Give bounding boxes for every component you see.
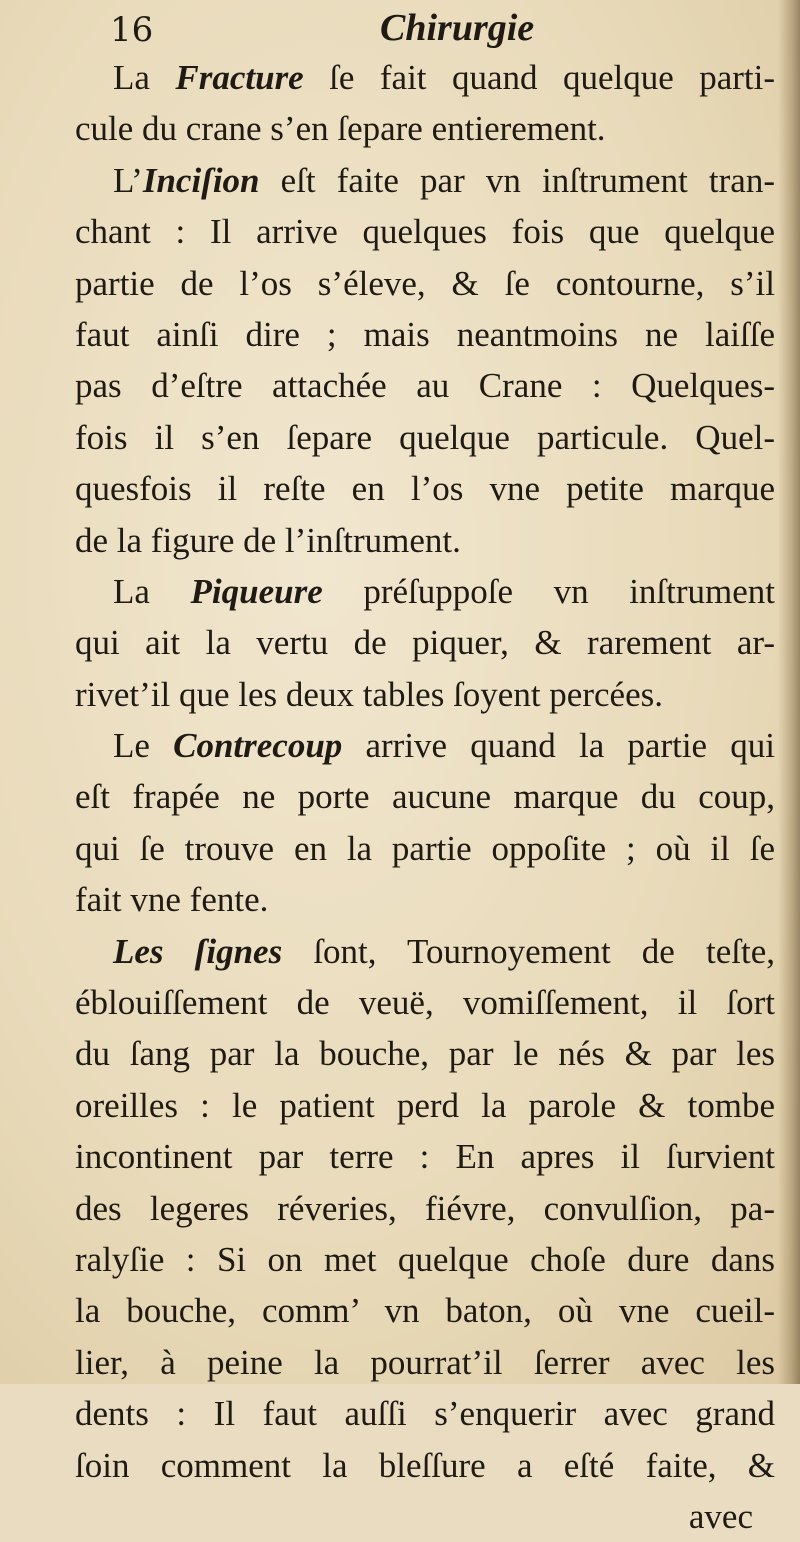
- text-run: cule du crane s’en ſepare entierement.: [75, 109, 606, 149]
- text-line: [75, 566, 775, 617]
- catchword-line: [75, 1491, 775, 1542]
- text-line: [75, 771, 775, 822]
- text-run: ſont, Tournoyement de teſte,: [282, 931, 775, 971]
- text-line: [75, 1080, 775, 1131]
- body-text: [75, 52, 775, 1542]
- text-run: du ſang par la bouche, par le nés & par les: [75, 1034, 775, 1074]
- text-run: quesfois il reſte en l’os vne petite marque: [75, 469, 775, 509]
- text-run: des legeres réveries, fiévre, convulſion, pa-: [75, 1188, 775, 1228]
- text-line: [75, 309, 775, 360]
- text-run: L’: [113, 160, 143, 200]
- text-line: [75, 1183, 775, 1234]
- text-run: ſoin comment la bleſſure a eſté faite, &: [75, 1445, 775, 1485]
- text-line: [75, 412, 775, 463]
- text-run: chant : Il arrive quelques fois que quelque: [75, 212, 775, 252]
- keyword-term: Contrecoup: [173, 726, 343, 766]
- text-line: [75, 206, 775, 257]
- text-run: avec: [688, 1496, 753, 1536]
- text-line: [75, 258, 775, 309]
- text-run: oreilles : le patient perd la parole & tombe: [75, 1085, 775, 1125]
- keyword-term: Piqueure: [190, 571, 323, 611]
- text-run: qui ſe trouve en la partie oppoſite ; où il ſe: [75, 828, 775, 868]
- text-line: [75, 52, 775, 103]
- text-run: fois il s’en ſepare quelque particule. Quel-: [75, 417, 775, 457]
- text-run: arrive quand la partie qui: [342, 726, 775, 766]
- text-run: La: [113, 58, 176, 97]
- text-line: [75, 1234, 775, 1285]
- text-run: préſuppoſe vn inſtrument: [322, 571, 776, 611]
- text-line: [75, 1285, 775, 1336]
- text-line: [75, 874, 775, 925]
- text-line: [75, 617, 775, 668]
- running-title: Chirurgie: [380, 7, 535, 49]
- text-line: [75, 926, 775, 977]
- text-run: Le: [113, 726, 174, 766]
- text-run: la bouche, comm’ vn baton, où vne cueil-: [75, 1291, 775, 1331]
- text-run: rivet’il que les deux tables ſoyent percées.: [75, 674, 663, 714]
- keyword-term: Inciſion: [142, 160, 260, 200]
- text-run: ralyſie : Si on met quelque choſe dure dans: [75, 1239, 775, 1279]
- page-number: 16: [110, 10, 154, 50]
- text-run: éblouiſſement de veuë, vomiſſement, il ſort: [75, 983, 775, 1023]
- text-run: La: [113, 571, 191, 611]
- text-line: [75, 669, 775, 720]
- text-run: incontinent par terre : En apres il ſurvient: [75, 1137, 775, 1177]
- text-line: [75, 720, 775, 771]
- keyword-term: Les ſignes: [113, 931, 283, 971]
- text-line: [75, 463, 775, 514]
- text-line: [75, 155, 775, 206]
- text-run: qui ait la vertu de piquer, & rarement ar-: [75, 623, 775, 663]
- text-line: [75, 823, 775, 874]
- text-run: dents : Il faut auſſi s’enquerir avec grand: [75, 1394, 775, 1434]
- text-line: [75, 103, 775, 154]
- text-line: [75, 1028, 775, 1079]
- text-line: [75, 360, 775, 411]
- text-line: [75, 1337, 775, 1388]
- text-run: pas d’eſtre attachée au Crane : Quelques-: [75, 366, 775, 406]
- text-run: ſe fait quand quelque parti-: [303, 58, 775, 97]
- text-run: faut ainſi dire ; mais neantmoins ne laiſſe: [75, 314, 775, 354]
- text-line: [75, 1388, 775, 1439]
- text-run: eſt faite par vn inſtrument tran-: [259, 160, 775, 200]
- page-header: [110, 6, 760, 54]
- page-edge-shadow: [778, 0, 800, 1384]
- text-line: [75, 1440, 775, 1491]
- text-line: [75, 515, 775, 566]
- text-line: [75, 977, 775, 1028]
- text-run: eſt frapée ne porte aucune marque du coup,: [75, 777, 775, 817]
- text-run: partie de l’os s’éleve, & ſe contourne, s’il: [75, 263, 775, 303]
- text-line: [75, 1131, 775, 1182]
- text-run: fait vne fente.: [75, 880, 269, 920]
- text-run: lier, à peine la pourrat’il ſerrer avec les: [75, 1342, 775, 1382]
- keyword-term: Fracture: [175, 58, 304, 97]
- text-run: de la figure de l’inſtrument.: [75, 520, 461, 560]
